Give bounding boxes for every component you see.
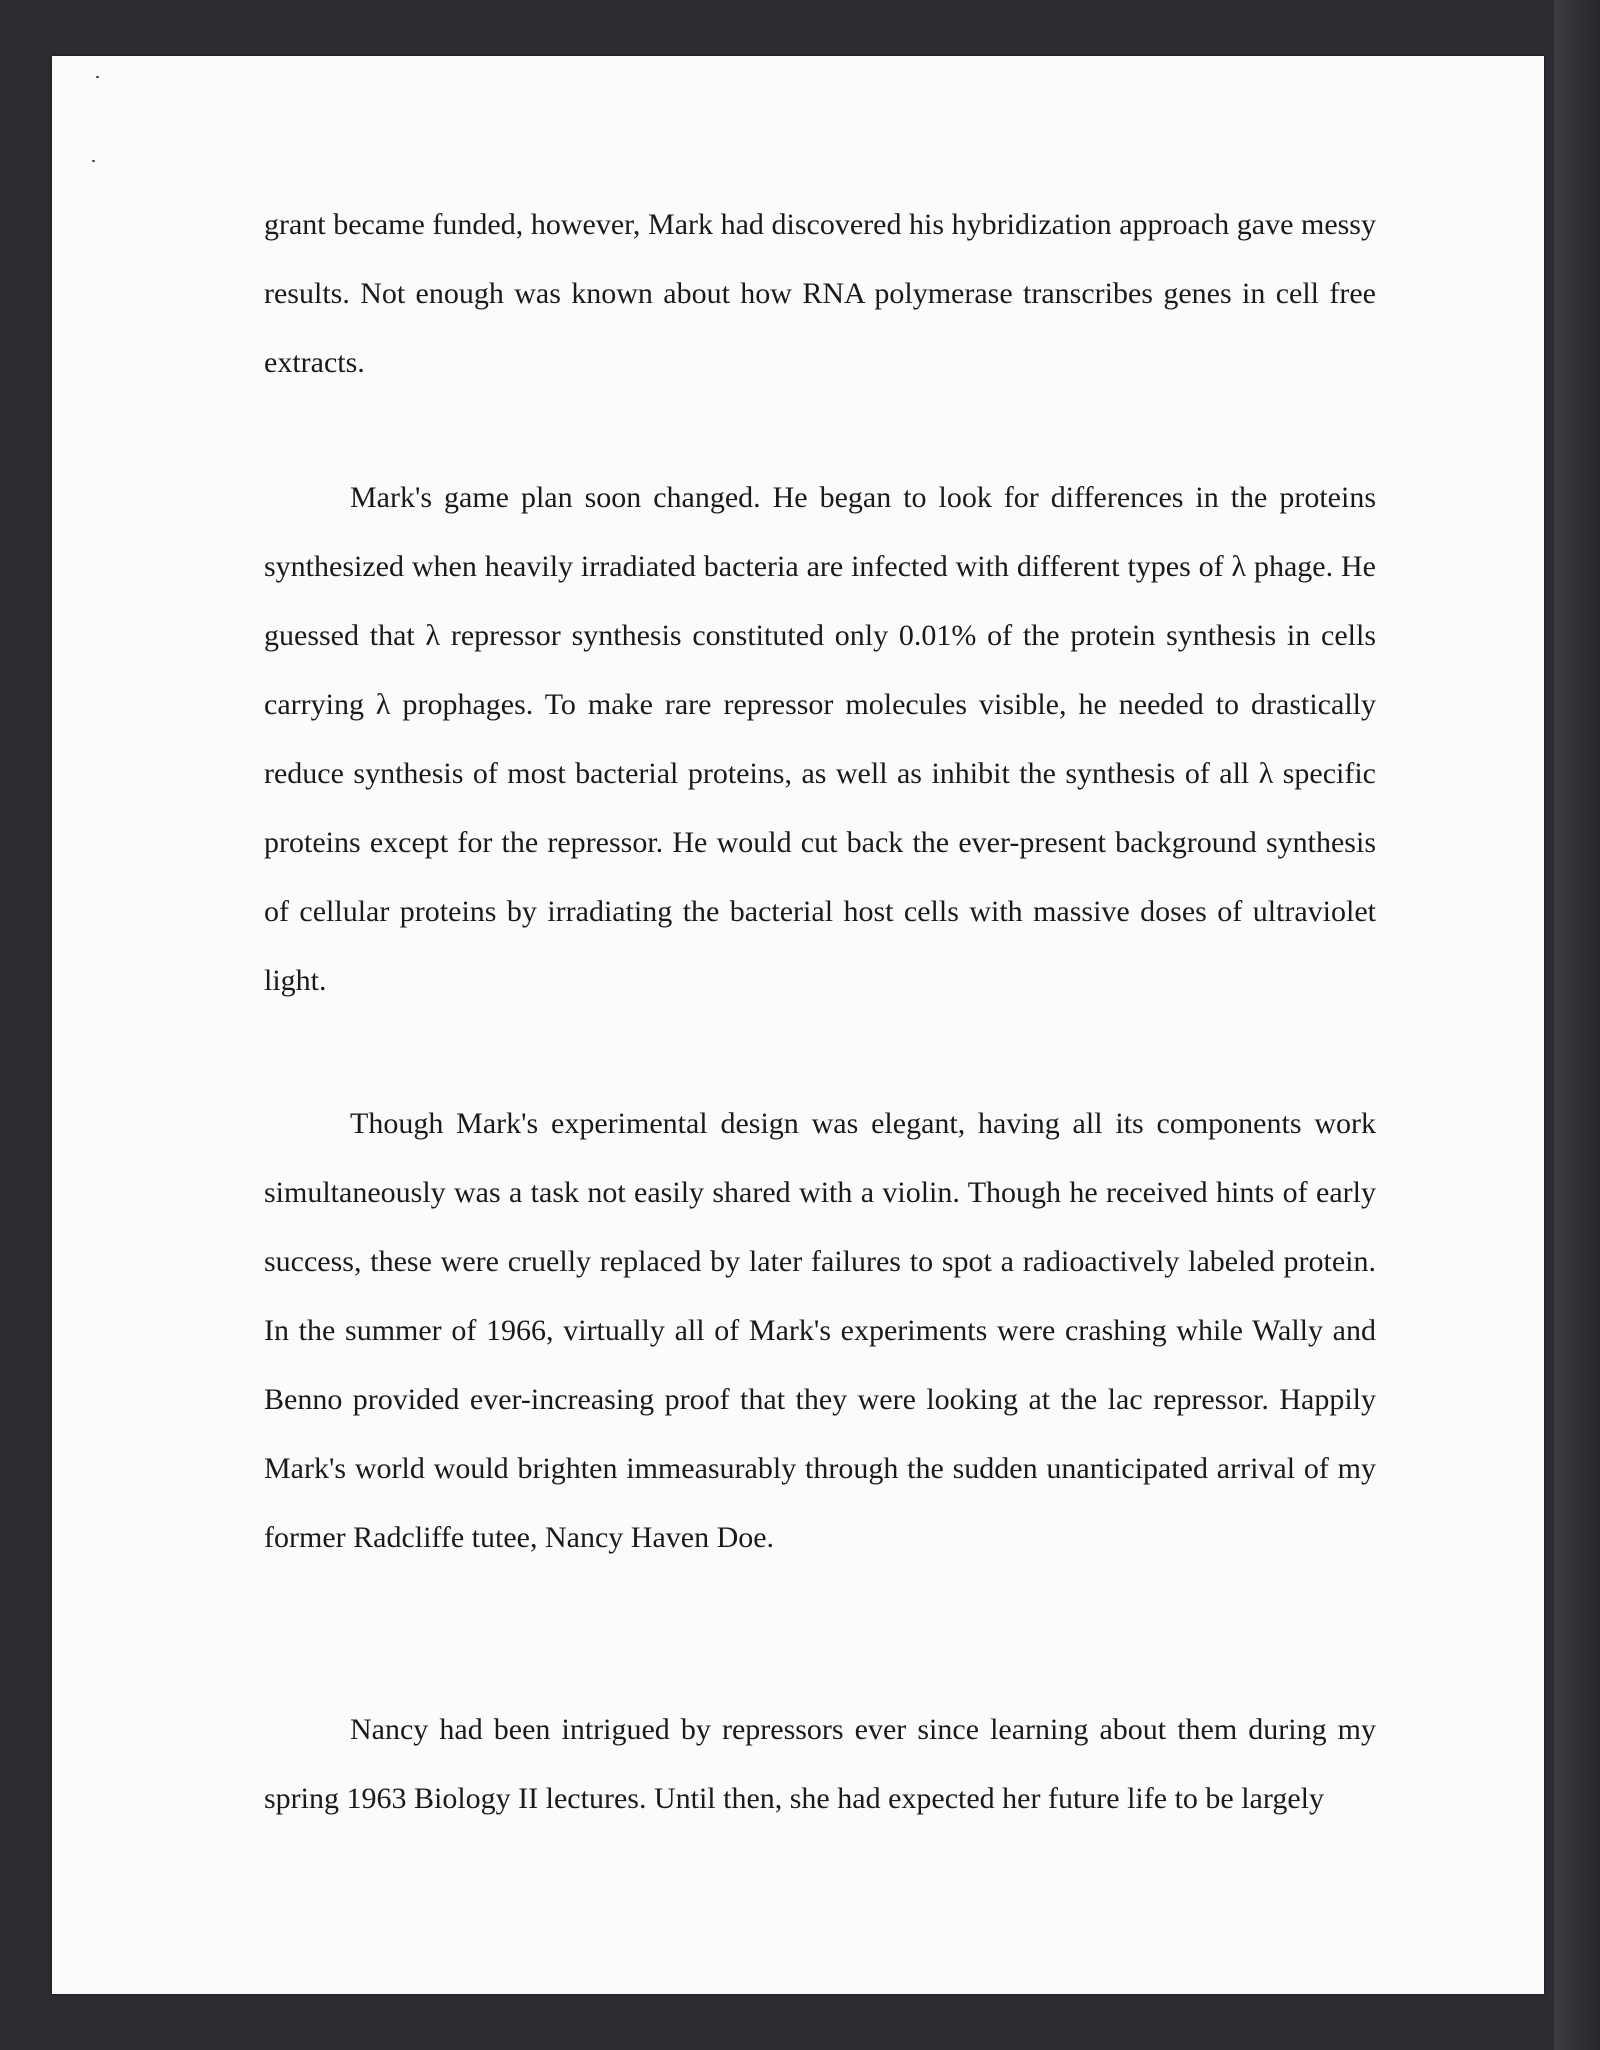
paragraph-nancy xyxy=(264,1695,1376,1833)
paragraph-text: Mark's game plan soon changed. He began to look for differences in the proteins synthesized when heavily irradiated bacteria are infected with different types of λ phage. He guessed that λ repressor synthesis constituted only 0.01% of the protein synthesis in cells carrying λ prophages. To make rare repressor molecules visible, he needed to drastically reduce synthesis of most bacterial proteins, as well as inhibit the synthesis of all λ specific proteins except for the repressor. He would cut back the ever-present background synthesis of cellular proteins by irradiating the bacterial host cells with massive doses of ultraviolet light. xyxy=(264,481,1376,997)
paragraph-text: Though Mark's experimental design was elegant, having all its components work simultaneously was a task not easily shared with a violin. Though he received hints of early success, these were cruelly replaced by later failures to spot a radioactively labeled protein. In the summer of 1966, virtually all of Mark's experiments were crashing while Wally and Benno provided ever-increasing proof that they were looking at the lac repressor. Happily Mark's world would brighten immeasurably through the sudden unanticipated arrival of my former Radcliffe tutee, Nancy Haven Doe. xyxy=(264,1107,1376,1554)
document-page xyxy=(52,56,1544,1994)
scan-speck xyxy=(92,160,95,162)
paragraph-text: Nancy had been intrigued by repressors ever since learning about them during my spring 1963 Biology II lectures. Until then, she had expected her future life to be largely xyxy=(264,1713,1376,1815)
scan-backdrop-edge xyxy=(1554,0,1600,2050)
paragraph-experimental-design xyxy=(264,1089,1376,1572)
scan-speck xyxy=(96,76,99,78)
paragraph-continuation xyxy=(264,190,1376,397)
paragraph-text: grant became funded, however, Mark had discovered his hybridization approach gave messy results. Not enough was known about how RNA polymerase transcribes genes in cell free extracts. xyxy=(264,208,1376,379)
paragraph-game-plan xyxy=(264,463,1376,1015)
